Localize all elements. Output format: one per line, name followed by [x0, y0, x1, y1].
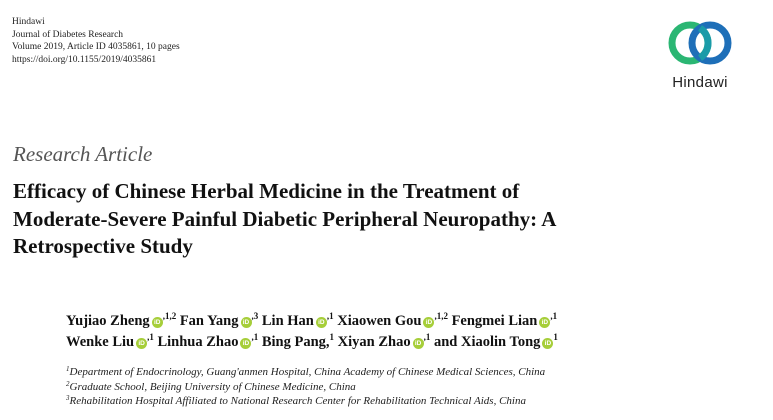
volume-info: Volume 2019, Article ID 4035861, 10 pages — [12, 42, 180, 53]
orcid-icon[interactable]: iD — [136, 338, 147, 349]
journal-name: Journal of Diabetes Research — [12, 29, 124, 40]
orcid-icon[interactable]: iD — [539, 317, 550, 328]
author-name[interactable]: Lin Han — [261, 313, 314, 329]
author-name[interactable]: Xiyan Zhao — [337, 334, 411, 350]
author-name[interactable]: and Xiaolin Tong — [433, 334, 541, 350]
orcid-icon[interactable]: iD — [152, 317, 163, 328]
affiliation-item — [66, 380, 545, 395]
author-affiliation: ,1 — [423, 332, 431, 342]
affiliation-item — [66, 394, 545, 409]
author-affiliation: ,1,2 — [434, 311, 448, 321]
author-line — [66, 311, 706, 332]
author-name[interactable]: Linhua Zhao — [157, 334, 239, 350]
hindawi-rings-icon — [664, 18, 736, 68]
author-affiliation: ,1,2 — [162, 311, 177, 321]
hindawi-logo — [660, 18, 740, 98]
orcid-icon[interactable]: iD — [423, 317, 434, 328]
orcid-icon[interactable]: iD — [316, 317, 327, 328]
article-type: Research Article — [13, 142, 153, 166]
author-name[interactable]: Bing Pang, — [261, 334, 330, 350]
title-line: Moderate-Severe Painful Diabetic Peripheral Neuropathy: A — [13, 206, 557, 231]
affiliation-text: Graduate School, Beijing University of Chinese Medicine, China — [69, 380, 356, 393]
orcid-icon[interactable]: iD — [241, 317, 252, 328]
article-title — [13, 178, 713, 261]
affiliation-text: Rehabilitation Hospital Affiliated to National Research Center for Rehabilitation Technical Aids, China — [69, 395, 526, 407]
affiliation-number: 1 — [66, 365, 70, 373]
affiliation-number: 3 — [66, 394, 70, 402]
journal-header — [12, 16, 180, 66]
affiliation-text: Department of Endocrinology, Guang'anmen Hospital, China Academy of Chinese Medical Sciences, China — [69, 366, 546, 378]
author-affiliation: ,1 — [550, 311, 558, 321]
affiliation-item — [66, 365, 545, 380]
orcid-icon[interactable]: iD — [542, 338, 553, 349]
author-affiliation: ,1 — [251, 332, 259, 342]
author-name[interactable]: Fengmei Lian — [451, 313, 538, 329]
author-affiliation: ,1 — [147, 332, 154, 342]
author-affiliation: ,1 — [326, 311, 334, 321]
orcid-icon[interactable]: iD — [413, 338, 424, 349]
publisher-name: Hindawi — [12, 17, 45, 27]
author-name[interactable]: Yujiao Zheng — [66, 313, 150, 329]
orcid-icon[interactable]: iD — [240, 338, 251, 349]
affiliation-list — [66, 365, 545, 409]
author-line — [66, 332, 706, 353]
doi-link[interactable]: https://doi.org/10.1155/2019/4035861 — [12, 54, 157, 65]
logo-wordmark: Hindawi — [672, 74, 728, 91]
author-name[interactable]: Fan Yang — [179, 313, 239, 329]
author-list — [66, 311, 706, 353]
author-affiliation: ,3 — [251, 311, 259, 321]
title-line: Retrospective Study — [13, 234, 193, 258]
author-name[interactable]: Wenke Liu — [66, 334, 135, 350]
affiliation-number: 2 — [66, 379, 70, 388]
author-name[interactable]: Xiaowen Gou — [337, 313, 422, 329]
title-line: Efficacy of Chinese Herbal Medicine in the Treatment of — [13, 179, 520, 203]
author-affiliation: 1 — [553, 332, 558, 342]
author-affiliation: 1 — [329, 332, 335, 342]
